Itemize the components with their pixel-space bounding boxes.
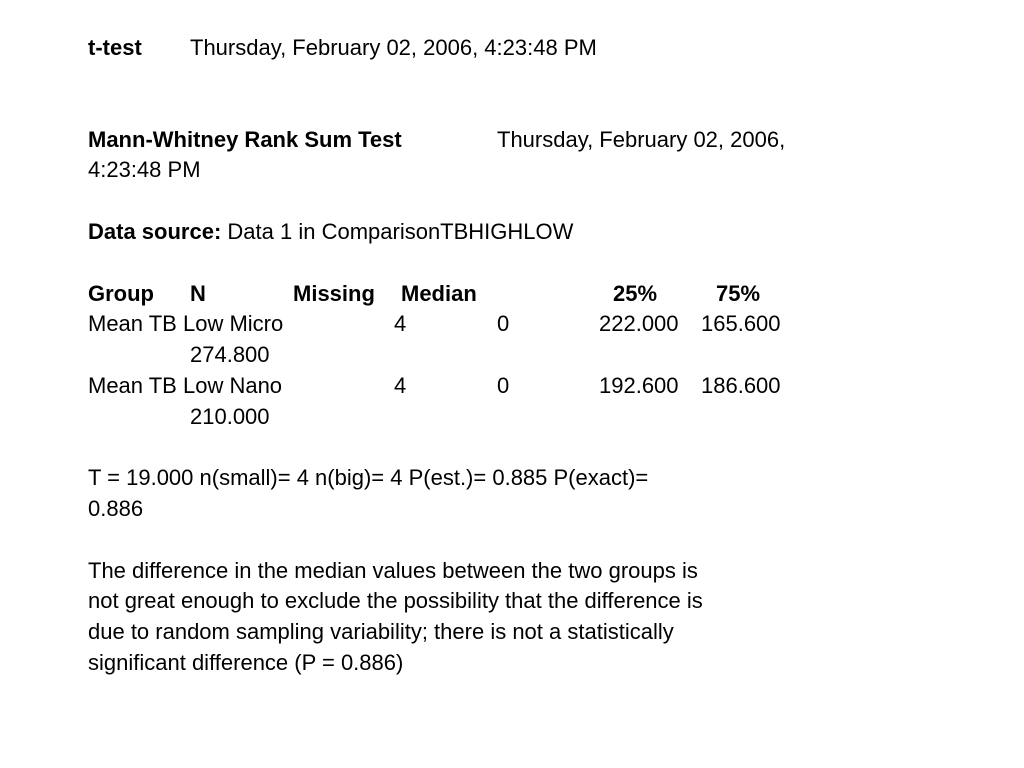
row2-25: 186.600 bbox=[701, 373, 781, 398]
row2-missing: 0 bbox=[497, 373, 510, 398]
ttest-title: t-test bbox=[88, 35, 142, 60]
header-group: Group bbox=[88, 281, 154, 306]
row1-group: Mean TB Low Micro bbox=[88, 311, 284, 336]
header-missing: Missing bbox=[293, 281, 375, 306]
row1-median: 222.000 bbox=[599, 311, 679, 336]
mw-timestamp-part1: Thursday, February 02, 2006, bbox=[497, 127, 786, 152]
row1-n: 4 bbox=[394, 311, 407, 336]
header-n: N bbox=[190, 281, 206, 306]
row2-75: 210.000 bbox=[190, 404, 270, 429]
conclusion-line-4: significant difference (P = 0.886) bbox=[88, 650, 404, 675]
stats-line1: T = 19.000 n(small)= 4 n(big)= 4 P(est.)= 0.885 P(exact)= bbox=[88, 465, 649, 490]
conclusion-line-2: not great enough to exclude the possibility that the difference is bbox=[88, 588, 703, 613]
ttest-timestamp: Thursday, February 02, 2006, 4:23:48 PM bbox=[190, 35, 597, 60]
data-source-label: Data source: bbox=[88, 219, 222, 244]
header-75: 75% bbox=[716, 281, 761, 306]
conclusion-line-3: due to random sampling variability; there is not a statistically bbox=[88, 619, 674, 644]
header-median: Median bbox=[401, 281, 477, 306]
row1-25: 165.600 bbox=[701, 311, 781, 336]
mw-title: Mann-Whitney Rank Sum Test bbox=[88, 127, 402, 152]
conclusion-line-1: The difference in the median values between the two groups is bbox=[88, 558, 698, 583]
row2-n: 4 bbox=[394, 373, 407, 398]
stats-line2: 0.886 bbox=[88, 496, 144, 521]
mw-timestamp-part2: 4:23:48 PM bbox=[88, 157, 201, 182]
row2-median: 192.600 bbox=[599, 373, 679, 398]
row1-missing: 0 bbox=[497, 311, 510, 336]
row2-group: Mean TB Low Nano bbox=[88, 373, 283, 398]
row1-75: 274.800 bbox=[190, 342, 270, 367]
header-25: 25% bbox=[613, 281, 658, 306]
data-source-value: Data 1 in ComparisonTBHIGHLOW bbox=[227, 219, 574, 244]
data-source bbox=[88, 219, 573, 245]
